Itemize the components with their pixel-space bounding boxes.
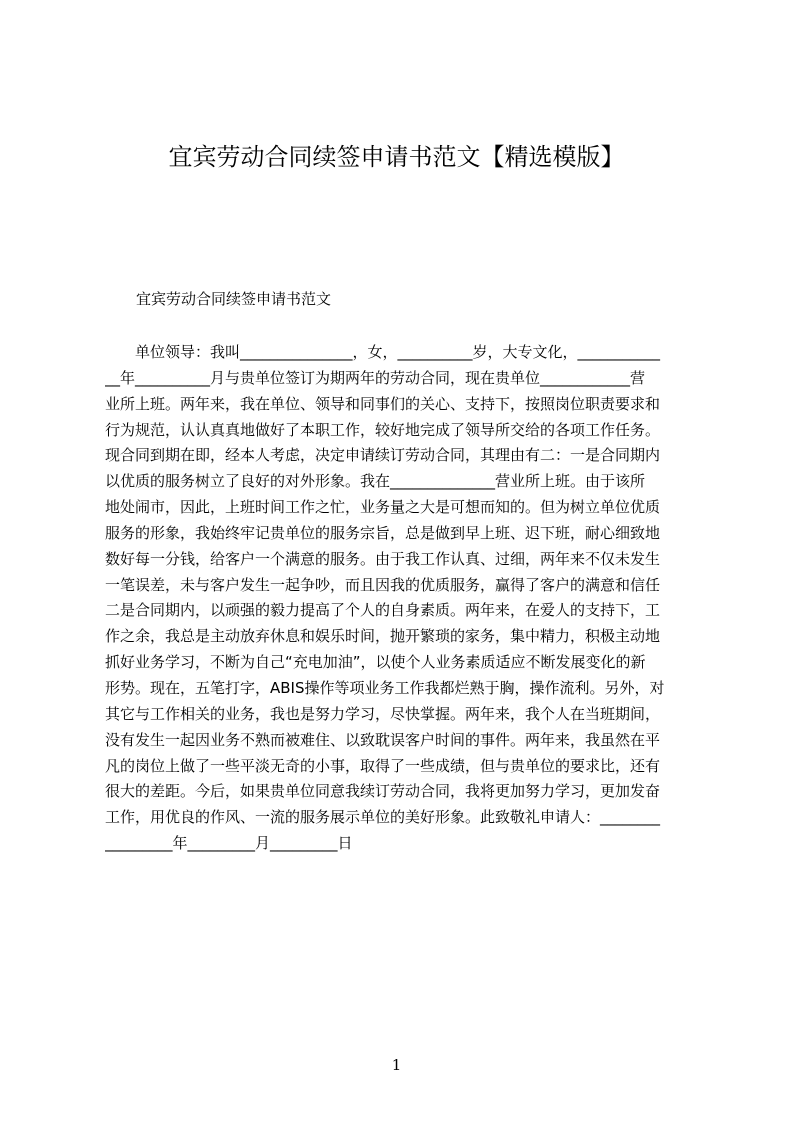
body-line: 服务的形象，我始终牢记贵单位的服务宗旨，总是做到早上班、迟下班，耐心细致地 xyxy=(105,523,661,542)
body-line: 没有发生一起因业务不熟而被难住、以致耽误客户时间的事件。两年来，我虽然在平 xyxy=(105,730,661,749)
body-line: 业所上班。两年来，我在单位、领导和同事们的关心、支持下，按照岗位职责要求和 xyxy=(105,394,661,413)
body-line: 现合同到期在即，经本人考虑，决定申请续订劳动合同，其理由有二：一是合同期内 xyxy=(105,446,661,465)
body-line: 很大的差距。今后，如果贵单位同意我续订劳动合同，我将更加努力学习，更加发奋 xyxy=(105,782,661,801)
body-line: 工作，用优良的作风、一流的服务展示单位的美好形象。此致敬礼申请人：________ xyxy=(105,808,661,827)
body-line: 地处闹市，因此，上班时间工作之忙，业务量之大是可想而知的。但为树立单位优质 xyxy=(105,498,661,517)
body-line: 二是合同期内，以顽强的毅力提高了个人的自身素质。两年来，在爱人的支持下，工 xyxy=(105,601,661,620)
body-line: 单位领导：我叫_______________，女，__________岁，大专文化，___________ xyxy=(105,343,661,361)
body-line: 数好每一分钱，给客户一个满意的服务。由于我工作认真、过细，两年来不仅未发生 xyxy=(105,549,661,568)
body-line: 凡的岗位上做了一些平淡无奇的小事，取得了一些成绩，但与贵单位的要求比，还有 xyxy=(105,756,661,775)
body-line: 一笔误差，未与客户发生一起争吵，而且因我的优质服务，赢得了客户的满意和信任 xyxy=(105,575,661,594)
body-line: 行为规范，认认真真地做好了本职工作，较好地完成了领导所交给的各项工作任务。 xyxy=(105,420,661,439)
body-line: 形势。现在，五笔打字，ABIS操作等项业务工作我都烂熟于胸，操作流利。另外，对 xyxy=(105,678,665,697)
body-line: 作之余，我总是主动放弃休息和娱乐时间，抛开繁琐的家务，集中精力，积极主动地 xyxy=(105,627,661,646)
page-title: 宜宾劳动合同续签申请书范文【精选模版】 xyxy=(168,143,625,171)
page-number: 1 xyxy=(391,1056,402,1074)
document-subtitle: 宜宾劳动合同续签申请书范文 xyxy=(136,290,332,308)
body-line: 其它与工作相关的业务，我也是努力学习，尽快掌握。两年来，我个人在当班期间， xyxy=(105,704,661,723)
body-line: __年__________月与贵单位签订为期两年的劳动合同，现在贵单位____________营 xyxy=(105,368,646,387)
body-line: 以优质的服务树立了良好的对外形象。我在______________营业所上班。由于该所 xyxy=(105,472,646,491)
body-line: 抓好业务学习，不断为自己“充电加油”，以使个人业务素质适应不断发展变化的新 xyxy=(105,653,646,672)
body-paragraph xyxy=(105,340,698,857)
body-line: _________年_________月_________日 xyxy=(105,834,353,853)
